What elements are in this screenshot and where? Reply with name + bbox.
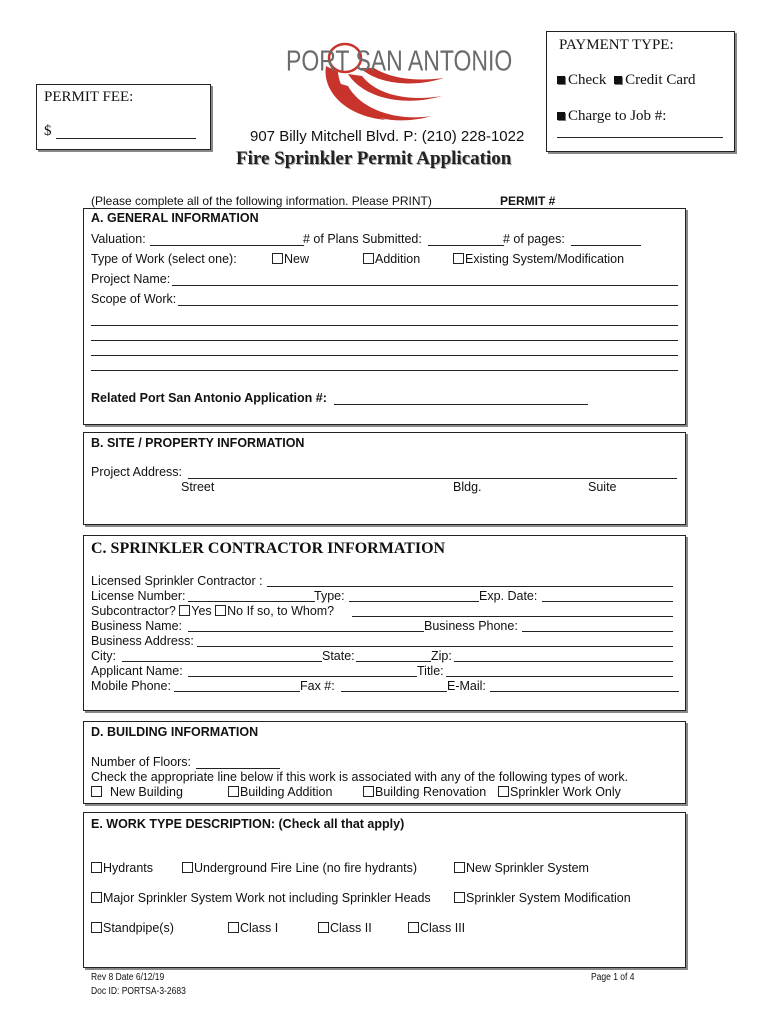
checkbox-major-work[interactable] bbox=[91, 892, 102, 903]
pages-field[interactable] bbox=[571, 245, 641, 246]
applicant-name-field[interactable] bbox=[188, 676, 417, 677]
checkbox-check[interactable] bbox=[557, 76, 565, 84]
fax-field[interactable] bbox=[341, 691, 447, 692]
payment-credit-label: Credit Card bbox=[625, 72, 696, 88]
building-addition-label: Building Addition bbox=[240, 785, 333, 799]
class-1-label: Class I bbox=[240, 921, 279, 935]
license-number-label: License Number: bbox=[91, 589, 186, 603]
checkbox-addition[interactable] bbox=[363, 253, 374, 264]
business-name-field[interactable] bbox=[188, 631, 424, 632]
section-a-title: A. GENERAL INFORMATION bbox=[91, 211, 259, 225]
title-label: Title: bbox=[417, 664, 444, 678]
permit-fee-dollar: $ bbox=[44, 123, 52, 139]
permit-fee-field[interactable] bbox=[56, 138, 196, 139]
section-building-information bbox=[83, 721, 686, 804]
permit-fee-box bbox=[36, 84, 211, 150]
job-number-field[interactable] bbox=[557, 137, 723, 138]
option-new-sprinkler[interactable] bbox=[454, 861, 589, 875]
business-address-label: Business Address: bbox=[91, 634, 194, 648]
checkbox-underground[interactable] bbox=[182, 862, 193, 873]
checkbox-new-building[interactable] bbox=[91, 786, 102, 797]
project-address-field[interactable] bbox=[188, 478, 677, 479]
option-sprinkler-only[interactable] bbox=[498, 785, 621, 799]
checkbox-sub-yes[interactable] bbox=[179, 605, 190, 616]
type-of-work-label: Type of Work (select one): bbox=[91, 252, 237, 266]
form-title: Fire Sprinkler Permit Application bbox=[236, 148, 512, 169]
section-d-title: D. BUILDING INFORMATION bbox=[91, 725, 259, 739]
option-addition[interactable] bbox=[363, 252, 420, 266]
plans-field[interactable] bbox=[428, 245, 504, 246]
scope-line-3[interactable] bbox=[91, 340, 678, 341]
option-class-2[interactable] bbox=[318, 921, 372, 935]
zip-field[interactable] bbox=[454, 661, 673, 662]
option-new[interactable] bbox=[272, 252, 309, 266]
title-field[interactable] bbox=[446, 676, 673, 677]
option-building-addition[interactable] bbox=[228, 785, 332, 799]
option-new-building[interactable] bbox=[91, 785, 183, 799]
checkbox-class-2[interactable] bbox=[318, 922, 329, 933]
payment-check-option[interactable] bbox=[557, 72, 695, 89]
applicant-name-label: Applicant Name: bbox=[91, 664, 183, 678]
valuation-label: Valuation: bbox=[91, 232, 146, 246]
option-class-1[interactable] bbox=[228, 921, 278, 935]
state-label: State: bbox=[322, 649, 355, 663]
type-field[interactable] bbox=[349, 601, 479, 602]
suite-caption: Suite bbox=[588, 480, 617, 494]
checkbox-charge-job[interactable] bbox=[557, 112, 565, 120]
option-addition-label: Addition bbox=[375, 252, 421, 266]
option-class-3[interactable] bbox=[408, 921, 465, 935]
logo-text: PORT SAN ANTONIO bbox=[286, 44, 513, 77]
address-line: 907 Billy Mitchell Blvd. P: (210) 228-1022 bbox=[250, 128, 525, 145]
checkbox-building-renovation[interactable] bbox=[363, 786, 374, 797]
project-name-field[interactable] bbox=[172, 285, 678, 286]
option-new-label: New bbox=[284, 252, 310, 266]
standpipe-label: Standpipe(s) bbox=[103, 921, 174, 935]
business-phone-label: Business Phone: bbox=[424, 619, 518, 633]
new-sprinkler-label: New Sprinkler System bbox=[466, 861, 589, 875]
type-label: Type: bbox=[314, 589, 345, 603]
sprinkler-only-label: Sprinkler Work Only bbox=[510, 785, 621, 799]
port-san-antonio-logo bbox=[282, 38, 513, 138]
city-label: City: bbox=[91, 649, 116, 663]
state-field[interactable] bbox=[356, 661, 431, 662]
street-caption: Street bbox=[181, 480, 215, 494]
option-underground[interactable] bbox=[182, 861, 417, 875]
footer-revision: Rev 8 Date 6/12/19 bbox=[91, 972, 165, 983]
licensed-contractor-field[interactable] bbox=[267, 586, 673, 587]
business-address-field[interactable] bbox=[197, 646, 673, 647]
business-phone-field[interactable] bbox=[522, 631, 673, 632]
major-work-label: Major Sprinkler System Work not including Sprinkler Heads bbox=[103, 891, 431, 905]
mobile-phone-field[interactable] bbox=[174, 691, 300, 692]
checkbox-credit-card[interactable] bbox=[614, 76, 622, 84]
scope-line-4[interactable] bbox=[91, 355, 678, 356]
email-field[interactable] bbox=[490, 691, 679, 692]
class-3-label: Class III bbox=[420, 921, 466, 935]
scope-line-2[interactable] bbox=[91, 325, 678, 326]
scope-field[interactable] bbox=[178, 305, 678, 306]
option-existing-label: Existing System/Modification bbox=[465, 252, 625, 266]
checkbox-standpipe[interactable] bbox=[91, 922, 102, 933]
sub-whom-field[interactable] bbox=[352, 616, 673, 617]
option-hydrants[interactable] bbox=[91, 861, 153, 875]
related-application-label: Related Port San Antonio Application #: bbox=[91, 391, 327, 405]
checkbox-sub-no[interactable] bbox=[215, 605, 226, 616]
hydrants-label: Hydrants bbox=[103, 861, 154, 875]
option-major-work[interactable] bbox=[91, 891, 431, 905]
section-e-title: E. WORK TYPE DESCRIPTION: (Check all that apply) bbox=[91, 817, 405, 831]
pages-label: # of pages: bbox=[503, 232, 565, 246]
footer-page-number: Page 1 of 4 bbox=[591, 972, 635, 983]
section-contractor-information bbox=[83, 535, 686, 711]
checkbox-building-addition[interactable] bbox=[228, 786, 239, 797]
mobile-phone-label: Mobile Phone: bbox=[91, 679, 171, 693]
city-field[interactable] bbox=[122, 661, 322, 662]
checkbox-new[interactable] bbox=[272, 253, 283, 264]
checkbox-existing[interactable] bbox=[453, 253, 464, 264]
payment-charge-option[interactable] bbox=[557, 108, 666, 125]
project-name-label: Project Name: bbox=[91, 272, 171, 286]
payment-charge-label: Charge to Job #: bbox=[568, 108, 667, 124]
business-name-label: Business Name: bbox=[91, 619, 183, 633]
checkbox-class-3[interactable] bbox=[408, 922, 419, 933]
work-association-text: Check the appropriate line below if this work is associated with any of the following types of work. bbox=[91, 770, 629, 784]
bldg-caption: Bldg. bbox=[453, 480, 482, 494]
checkbox-sprinkler-only[interactable] bbox=[498, 786, 509, 797]
building-renovation-label: Building Renovation bbox=[375, 785, 487, 799]
scope-label: Scope of Work: bbox=[91, 292, 177, 306]
licensed-contractor-label: Licensed Sprinkler Contractor : bbox=[91, 574, 263, 588]
related-application-field[interactable] bbox=[334, 404, 588, 405]
email-label: E-Mail: bbox=[447, 679, 486, 693]
fax-label: Fax #: bbox=[300, 679, 335, 693]
modification-label: Sprinkler System Modification bbox=[466, 891, 631, 905]
permit-fee-label: PERMIT FEE: bbox=[44, 89, 134, 105]
section-work-type-description bbox=[83, 812, 686, 968]
floors-label: Number of Floors: bbox=[91, 755, 192, 769]
section-b-title: B. SITE / PROPERTY INFORMATION bbox=[91, 436, 305, 450]
option-existing[interactable] bbox=[453, 252, 624, 266]
zip-label: Zip: bbox=[431, 649, 452, 663]
license-number-field[interactable] bbox=[188, 601, 315, 602]
permit-number-label: PERMIT # bbox=[500, 194, 556, 208]
checkbox-hydrants[interactable] bbox=[91, 862, 102, 873]
valuation-field[interactable] bbox=[150, 245, 304, 246]
exp-date-field[interactable] bbox=[542, 601, 673, 602]
class-2-label: Class II bbox=[330, 921, 372, 935]
footer-doc-id: Doc ID: PORTSA-3-2683 bbox=[91, 986, 186, 997]
project-address-label: Project Address: bbox=[91, 465, 183, 479]
option-modification[interactable] bbox=[454, 891, 631, 905]
underground-label: Underground Fire Line (no fire hydrants) bbox=[194, 861, 418, 875]
plans-label: # of Plans Submitted: bbox=[303, 232, 422, 246]
payment-type-box bbox=[546, 31, 735, 152]
subcontractor-label: Subcontractor? bbox=[91, 604, 176, 618]
new-building-label: New Building bbox=[109, 785, 183, 799]
option-standpipe[interactable] bbox=[91, 921, 174, 935]
checkbox-modification[interactable] bbox=[454, 892, 465, 903]
instructions-text: (Please complete all of the following information. Please PRINT) bbox=[91, 194, 432, 208]
payment-type-title: PAYMENT TYPE: bbox=[559, 37, 674, 53]
option-building-renovation[interactable] bbox=[363, 785, 486, 799]
sub-no-label: No If so, to Whom? bbox=[227, 604, 335, 618]
section-site-property bbox=[83, 432, 686, 525]
subcontractor-row bbox=[91, 604, 334, 618]
section-general-information bbox=[83, 208, 686, 425]
scope-line-5[interactable] bbox=[91, 370, 678, 371]
floors-field[interactable] bbox=[196, 768, 280, 769]
payment-check-label: Check bbox=[568, 72, 607, 88]
checkbox-class-1[interactable] bbox=[228, 922, 239, 933]
section-c-title: C. SPRINKLER CONTRACTOR INFORMATION bbox=[91, 540, 446, 557]
checkbox-new-sprinkler[interactable] bbox=[454, 862, 465, 873]
exp-date-label: Exp. Date: bbox=[479, 589, 538, 603]
sub-yes-label: Yes bbox=[191, 604, 212, 618]
